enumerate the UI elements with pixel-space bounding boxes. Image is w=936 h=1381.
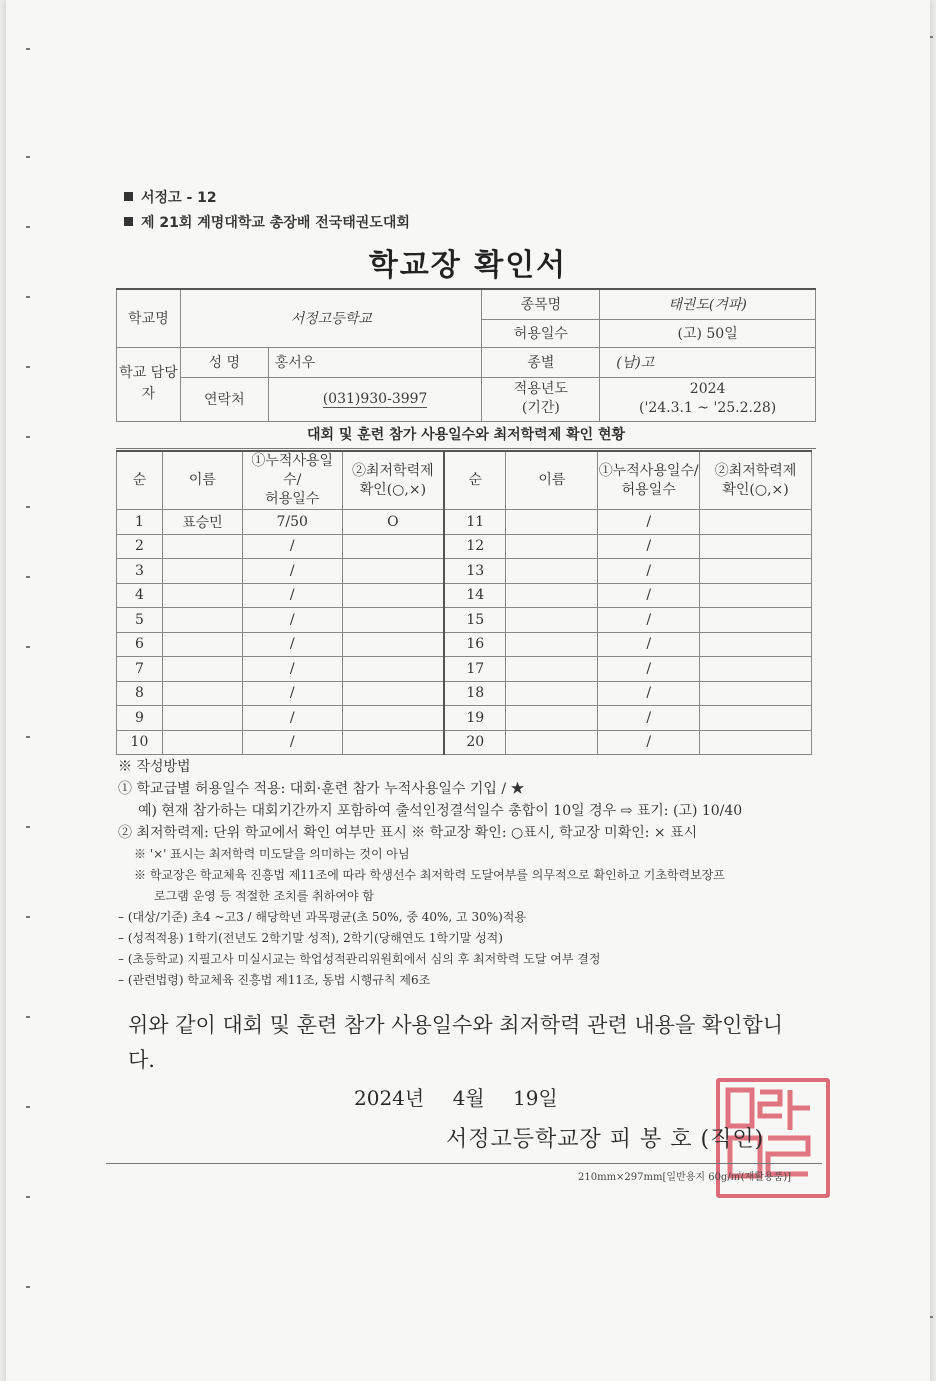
cell-no: 15: [444, 608, 506, 633]
note-1-example: 예) 현재 참가하는 대회기간까지 포함하여 출석인정결석일수 총합이 10일 경우 ⇨ 표기: (고) 10/40: [138, 803, 743, 819]
cell-name: [506, 730, 598, 755]
detail-1: – (대상/기준) 초4 ~고3 / 해당학년 과목평균(초 50%, 중 40%, 고 30%)적용: [118, 910, 526, 924]
scan-mark: [26, 826, 30, 828]
cell-min: [700, 632, 812, 657]
cell-no: 17: [444, 657, 506, 682]
sub-note-1: ※ '×' 표시는 최저학력 미도달을 의미하는 것이 아님: [134, 847, 410, 861]
table-row: [117, 559, 812, 584]
col-name: 이름: [506, 451, 598, 510]
cell-no: 2: [117, 534, 163, 559]
cell-no: 19: [444, 706, 506, 731]
status-title: 대회 및 훈련 참가 사용일수와 최저학력제 확인 현황: [116, 422, 816, 449]
scan-mark: [26, 436, 30, 438]
table-header-row: [117, 451, 812, 510]
cell-days: /: [598, 706, 700, 731]
cell-days: /: [598, 559, 700, 584]
paper-spec: 210mm×297mm[일반용지 60g/㎡(재활용품)]: [578, 1172, 792, 1183]
name-value: 홍서우: [268, 347, 482, 377]
principal-signature: 서정고등학교장 피 봉 호 (직인): [446, 1127, 765, 1152]
cell-min: [700, 657, 812, 682]
scan-mark: [26, 296, 30, 298]
contact-value: [268, 377, 482, 421]
col-name: 이름: [162, 451, 242, 510]
note-2: ② 최저학력제: 단위 학교에서 확인 여부만 표시 ※ 학교장 확인: ○표시, 학교장 미확인: × 표시: [118, 825, 698, 841]
table-row: [117, 510, 812, 535]
cell-no: 12: [444, 534, 506, 559]
info-table: [116, 288, 816, 422]
cell-min: [342, 730, 444, 755]
issue-date: [354, 1082, 558, 1111]
sub-note-2: ※ 학교장은 학교체육 진흥법 제11조에 따라 학생선수 최저학력 도달여부를 의무적으로 확인하고 기초학력보장프: [134, 868, 725, 882]
gender-label: 종별: [482, 347, 600, 377]
cell-no: 3: [117, 559, 163, 584]
cell-days: /: [598, 681, 700, 706]
cell-no: 4: [117, 583, 163, 608]
cell-days: /: [598, 657, 700, 682]
cell-min: [700, 534, 812, 559]
cell-no: 13: [444, 559, 506, 584]
date-day: 19일: [512, 1086, 558, 1110]
cell-min: [700, 681, 812, 706]
cell-no: 7: [117, 657, 163, 682]
cell-no: 16: [444, 632, 506, 657]
cell-days: /: [598, 632, 700, 657]
cell-name: [162, 730, 242, 755]
date-month: 4월: [452, 1086, 485, 1110]
cell-min: [700, 608, 812, 633]
table-row: [117, 706, 812, 731]
detail-4: – (관련법령) 학교체육 진흥법 제11조, 동법 시행규칙 제6조: [118, 973, 431, 987]
scan-mark: [26, 916, 30, 918]
allowed-label: 허용일수: [482, 319, 600, 347]
scan-mark: [26, 48, 30, 50]
notes-heading: ※ 작성방법: [118, 759, 191, 775]
cell-days: /: [242, 657, 342, 682]
scan-mark: [26, 1016, 30, 1018]
school-label: 학교명: [117, 289, 181, 347]
cell-days: /: [242, 706, 342, 731]
event-value: 태권도(겨파): [600, 289, 816, 319]
scan-mark: [26, 506, 30, 508]
cell-min: [342, 681, 444, 706]
scan-mark: [26, 1196, 30, 1198]
col-days: ①누적사용일수/ 허용일수: [598, 451, 700, 510]
scan-mark: [26, 736, 30, 738]
cell-name: [162, 681, 242, 706]
cell-name: [162, 583, 242, 608]
cell-name: [506, 534, 598, 559]
table-row: [117, 632, 812, 657]
scan-mark: [26, 576, 30, 578]
table-row: [117, 657, 812, 682]
cell-no: 5: [117, 608, 163, 633]
cell-no: 8: [117, 681, 163, 706]
cell-min: [700, 510, 812, 535]
cell-days: /: [598, 608, 700, 633]
name-label: 성 명: [180, 347, 268, 377]
col-min: ②최저학력제 확인(○,×): [342, 451, 444, 510]
cell-name: [162, 608, 242, 633]
detail-3: – (초등학교) 지필고사 미실시교는 학업성적관리위원회에서 심의 후 최저학력 도달 여부 결정: [118, 952, 601, 966]
contact-label: 연락처: [180, 377, 268, 421]
cell-no: 10: [117, 730, 163, 755]
header-line-1: 서정고 - 12: [124, 187, 217, 207]
cell-days: /: [598, 510, 700, 535]
cell-days: /: [242, 681, 342, 706]
sub-note-2b: 로그램 운영 등 적절한 조치를 취하여야 함: [154, 889, 374, 903]
table-row: [117, 583, 812, 608]
cell-days: /: [242, 583, 342, 608]
cell-no: 6: [117, 632, 163, 657]
cell-min: O: [342, 510, 444, 535]
scan-mark: [26, 226, 30, 228]
scan-mark: [26, 366, 30, 368]
scan-mark: [930, 36, 933, 38]
scan-mark: [26, 156, 30, 158]
cell-days: /: [242, 559, 342, 584]
cell-days: /: [242, 632, 342, 657]
cell-min: [342, 534, 444, 559]
scan-mark: [26, 646, 30, 648]
scan-mark: [26, 1286, 30, 1288]
cell-no: 20: [444, 730, 506, 755]
instructions: [118, 756, 742, 991]
cell-min: [342, 559, 444, 584]
cell-days: /: [242, 608, 342, 633]
cell-days: /: [242, 534, 342, 559]
cell-no: 9: [117, 706, 163, 731]
table-row: [117, 608, 812, 633]
col-days: ①누적사용일수/ 허용일수: [242, 451, 342, 510]
date-year: 2024년: [354, 1086, 425, 1110]
confirm-statement: 위와 같이 대회 및 훈련 참가 사용일수와 최저학력 관련 내용을 확인합니다.: [128, 1013, 784, 1072]
cell-no: 14: [444, 583, 506, 608]
cell-name: [506, 681, 598, 706]
scan-mark: [26, 1106, 30, 1108]
cell-name: 표승민: [162, 510, 242, 535]
cell-min: [342, 583, 444, 608]
contact-number: (031)930-3997: [322, 391, 428, 407]
detail-2: – (성적적용) 1학기(전년도 2학기말 성적), 2학기(당해연도 1학기말 성적): [118, 931, 503, 945]
cell-name: [506, 632, 598, 657]
cell-days: /: [242, 730, 342, 755]
year-value: 2024 ('24.3.1 ~ '25.2.28): [600, 377, 816, 421]
cell-min: [342, 608, 444, 633]
cell-no: 11: [444, 510, 506, 535]
cell-days: 7/50: [242, 510, 342, 535]
note-1: ① 학교급별 허용일수 적용: 대회·훈련 참가 누적사용일수 기입 / ★: [118, 781, 525, 797]
cell-days: /: [598, 583, 700, 608]
bottom-rule: [106, 1163, 822, 1164]
cell-min: [700, 730, 812, 755]
cell-name: [162, 534, 242, 559]
cell-min: [700, 583, 812, 608]
cell-name: [506, 657, 598, 682]
cell-min: [342, 632, 444, 657]
cell-min: [342, 657, 444, 682]
page-title: 학교장 확인서: [368, 248, 568, 283]
table-row: [117, 534, 812, 559]
scan-mark: [930, 1316, 933, 1318]
table-row: [117, 681, 812, 706]
allowed-value: (고) 50일: [600, 319, 816, 347]
col-no: 순: [117, 451, 163, 510]
year-label: 적용년도 (기간): [482, 377, 600, 421]
cell-days: /: [598, 730, 700, 755]
cell-no: 1: [117, 510, 163, 535]
cell-name: [162, 632, 242, 657]
cell-name: [506, 583, 598, 608]
cell-min: [700, 706, 812, 731]
table-row: [117, 730, 812, 755]
manager-label: 학교 담당자: [117, 347, 181, 421]
cell-no: 18: [444, 681, 506, 706]
cell-min: [342, 706, 444, 731]
cell-min: [700, 559, 812, 584]
cell-name: [506, 510, 598, 535]
header-line-2: 제 21회 계명대학교 총장배 전국태권도대회: [124, 212, 410, 232]
participant-table: [116, 450, 812, 755]
col-min: ②최저학력제 확인(○,×): [700, 451, 812, 510]
cell-name: [162, 657, 242, 682]
cell-name: [506, 608, 598, 633]
cell-days: /: [598, 534, 700, 559]
cell-name: [162, 706, 242, 731]
cell-name: [506, 559, 598, 584]
school-value: 서정고등학교: [180, 289, 482, 347]
event-label: 종목명: [482, 289, 600, 319]
cell-name: [506, 706, 598, 731]
col-no: 순: [444, 451, 506, 510]
cell-name: [162, 559, 242, 584]
gender-value: (남)고: [600, 347, 816, 377]
